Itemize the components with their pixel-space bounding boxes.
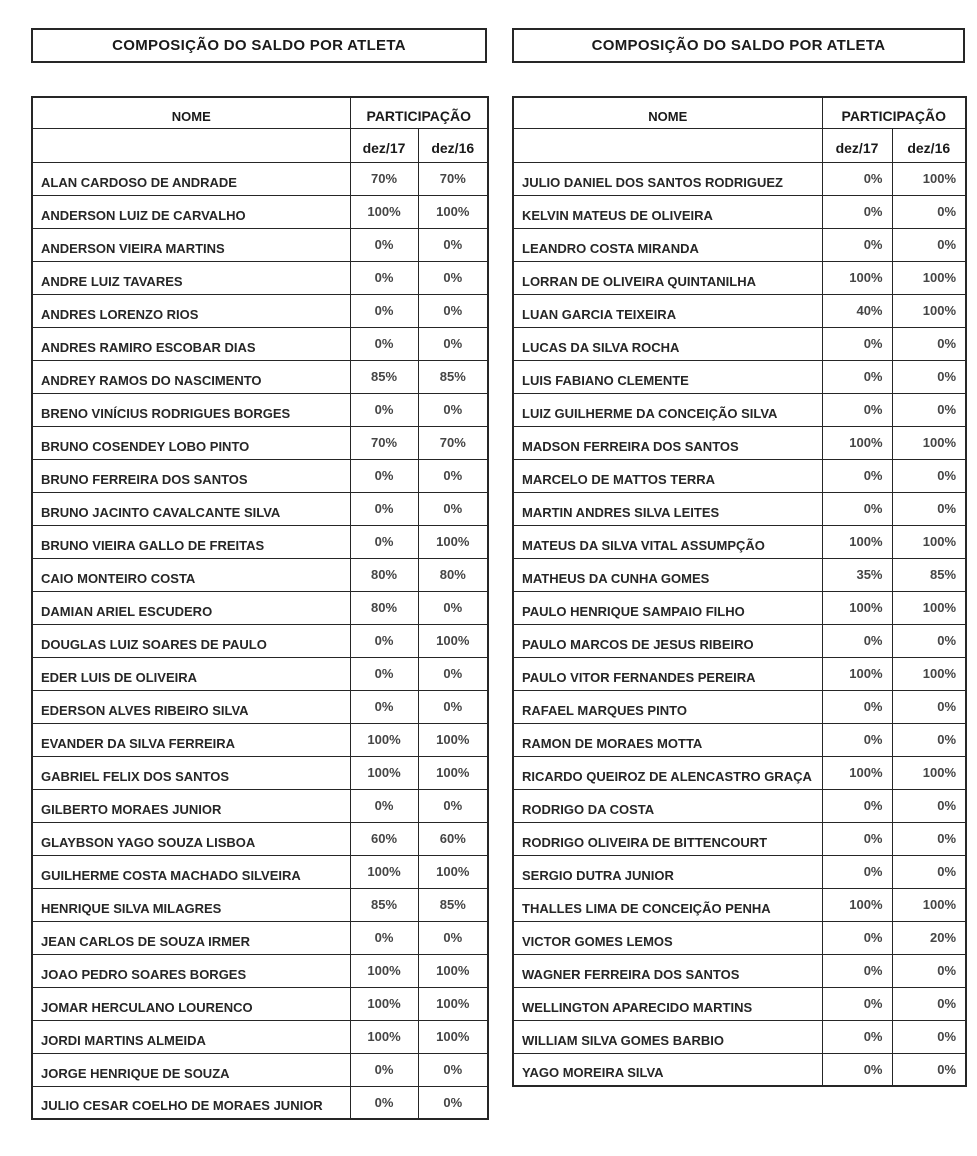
athlete-name: EDER LUIS DE OLIVEIRA (32, 657, 350, 690)
table-row (32, 162, 488, 195)
participation-dez16: 0% (418, 1053, 488, 1086)
athlete-name: RODRIGO DA COSTA (513, 789, 822, 822)
table-row (513, 591, 966, 624)
participation-dez17: 0% (350, 657, 418, 690)
left-column-header-nome: NOME (32, 97, 350, 128)
participation-dez17: 0% (822, 327, 892, 360)
athlete-name: JORDI MARTINS ALMEIDA (32, 1020, 350, 1053)
participation-dez17: 70% (350, 426, 418, 459)
table-row (32, 492, 488, 525)
table-row (32, 921, 488, 954)
participation-dez17: 0% (822, 624, 892, 657)
athlete-name: LUIS FABIANO CLEMENTE (513, 360, 822, 393)
participation-dez16: 0% (892, 822, 966, 855)
left-column-header-dez17: dez/17 (350, 128, 418, 162)
table-row (513, 261, 966, 294)
athlete-name: ANDERSON VIEIRA MARTINS (32, 228, 350, 261)
athlete-name: WAGNER FERREIRA DOS SANTOS (513, 954, 822, 987)
athlete-name: DOUGLAS LUIZ SOARES DE PAULO (32, 624, 350, 657)
participation-dez16: 0% (892, 1020, 966, 1053)
athlete-name: WELLINGTON APARECIDO MARTINS (513, 987, 822, 1020)
participation-dez17: 100% (350, 723, 418, 756)
participation-dez16: 0% (418, 261, 488, 294)
participation-dez16: 100% (892, 591, 966, 624)
participation-dez16: 0% (418, 492, 488, 525)
right-table-title: COMPOSIÇÃO DO SALDO POR ATLETA (512, 28, 965, 63)
athlete-name: JULIO DANIEL DOS SANTOS RODRIGUEZ (513, 162, 822, 195)
table-row (513, 228, 966, 261)
participation-dez16: 85% (418, 360, 488, 393)
participation-dez16: 0% (892, 624, 966, 657)
athlete-name: MADSON FERREIRA DOS SANTOS (513, 426, 822, 459)
athlete-name: JEAN CARLOS DE SOUZA IRMER (32, 921, 350, 954)
athlete-name: ANDRES LORENZO RIOS (32, 294, 350, 327)
athlete-name: ANDRE LUIZ TAVARES (32, 261, 350, 294)
participation-dez16: 100% (892, 888, 966, 921)
right-column-header-dez17: dez/17 (822, 128, 892, 162)
participation-dez17: 0% (822, 459, 892, 492)
athlete-name: DAMIAN ARIEL ESCUDERO (32, 591, 350, 624)
athlete-name: EVANDER DA SILVA FERREIRA (32, 723, 350, 756)
table-row (513, 459, 966, 492)
participation-dez17: 0% (350, 921, 418, 954)
athlete-name: PAULO MARCOS DE JESUS RIBEIRO (513, 624, 822, 657)
athlete-name: VICTOR GOMES LEMOS (513, 921, 822, 954)
participation-dez16: 0% (418, 393, 488, 426)
table-row (513, 525, 966, 558)
participation-dez17: 0% (350, 1053, 418, 1086)
participation-dez16: 100% (892, 426, 966, 459)
athlete-name: ANDERSON LUIZ DE CARVALHO (32, 195, 350, 228)
athlete-name: PAULO HENRIQUE SAMPAIO FILHO (513, 591, 822, 624)
table-row (513, 822, 966, 855)
athlete-name: BRUNO VIEIRA GALLO DE FREITAS (32, 525, 350, 558)
left-table-body (32, 162, 488, 1119)
table-row (32, 228, 488, 261)
left-column-header-participacao: PARTICIPAÇÃO (350, 97, 488, 128)
athlete-name: RAFAEL MARQUES PINTO (513, 690, 822, 723)
athlete-name: THALLES LIMA DE CONCEIÇÃO PENHA (513, 888, 822, 921)
participation-dez16: 80% (418, 558, 488, 591)
table-row (32, 393, 488, 426)
table-row (513, 690, 966, 723)
table-row (32, 558, 488, 591)
participation-dez16: 100% (892, 525, 966, 558)
table-row (513, 723, 966, 756)
participation-dez17: 0% (822, 987, 892, 1020)
participation-dez17: 100% (822, 888, 892, 921)
right-column-header-participacao: PARTICIPAÇÃO (822, 97, 966, 128)
participation-dez16: 0% (892, 690, 966, 723)
athlete-name: JOMAR HERCULANO LOURENCO (32, 987, 350, 1020)
athlete-name: PAULO VITOR FERNANDES PEREIRA (513, 657, 822, 690)
participation-dez17: 0% (822, 822, 892, 855)
participation-dez17: 0% (822, 954, 892, 987)
right-panel (512, 28, 965, 1120)
athlete-name: YAGO MOREIRA SILVA (513, 1053, 822, 1086)
table-row (513, 426, 966, 459)
participation-dez16: 0% (892, 228, 966, 261)
participation-dez17: 0% (822, 1020, 892, 1053)
participation-dez17: 0% (350, 294, 418, 327)
participation-dez16: 70% (418, 426, 488, 459)
right-column-header-dez16: dez/16 (892, 128, 966, 162)
participation-dez16: 0% (418, 591, 488, 624)
participation-dez17: 80% (350, 591, 418, 624)
table-row (513, 624, 966, 657)
participation-dez16: 100% (418, 624, 488, 657)
participation-dez16: 100% (892, 162, 966, 195)
table-row (513, 756, 966, 789)
left-panel (31, 28, 487, 1120)
left-table (31, 96, 489, 1120)
participation-dez16: 70% (418, 162, 488, 195)
participation-dez17: 0% (350, 492, 418, 525)
participation-dez17: 100% (350, 195, 418, 228)
athlete-name: LORRAN DE OLIVEIRA QUINTANILHA (513, 261, 822, 294)
table-row (513, 855, 966, 888)
athlete-name: GLAYBSON YAGO SOUZA LISBOA (32, 822, 350, 855)
table-row (32, 360, 488, 393)
table-row (32, 327, 488, 360)
table-row (32, 1086, 488, 1119)
left-column-header-dez16: dez/16 (418, 128, 488, 162)
athlete-name: BRUNO JACINTO CAVALCANTE SILVA (32, 492, 350, 525)
table-row (32, 426, 488, 459)
athlete-name: RODRIGO OLIVEIRA DE BITTENCOURT (513, 822, 822, 855)
participation-dez16: 100% (892, 756, 966, 789)
athlete-name: GABRIEL FELIX DOS SANTOS (32, 756, 350, 789)
right-header-row (513, 97, 966, 128)
participation-dez16: 0% (892, 723, 966, 756)
table-row (32, 888, 488, 921)
table-row (513, 393, 966, 426)
participation-dez16: 0% (418, 228, 488, 261)
table-row (32, 195, 488, 228)
participation-dez16: 100% (892, 261, 966, 294)
participation-dez17: 0% (822, 162, 892, 195)
participation-dez16: 85% (892, 558, 966, 591)
participation-dez16: 0% (892, 987, 966, 1020)
participation-dez16: 100% (418, 954, 488, 987)
participation-dez16: 100% (418, 1020, 488, 1053)
participation-dez17: 0% (822, 393, 892, 426)
table-row (32, 294, 488, 327)
athlete-name: GILBERTO MORAES JUNIOR (32, 789, 350, 822)
participation-dez17: 100% (350, 1020, 418, 1053)
participation-dez16: 85% (418, 888, 488, 921)
participation-dez17: 85% (350, 888, 418, 921)
table-row (32, 690, 488, 723)
participation-dez16: 0% (418, 1086, 488, 1119)
participation-dez17: 0% (350, 525, 418, 558)
participation-dez16: 100% (892, 657, 966, 690)
participation-dez16: 0% (892, 954, 966, 987)
participation-dez16: 0% (892, 327, 966, 360)
athlete-name: BRUNO COSENDEY LOBO PINTO (32, 426, 350, 459)
participation-dez17: 100% (350, 987, 418, 1020)
athlete-name: JOAO PEDRO SOARES BORGES (32, 954, 350, 987)
athlete-name: JULIO CESAR COELHO DE MORAES JUNIOR (32, 1086, 350, 1119)
participation-dez17: 100% (822, 591, 892, 624)
table-row (32, 822, 488, 855)
athlete-name: WILLIAM SILVA GOMES BARBIO (513, 1020, 822, 1053)
table-row (32, 1053, 488, 1086)
table-row (32, 261, 488, 294)
table-row (32, 954, 488, 987)
participation-dez17: 100% (822, 756, 892, 789)
table-row (32, 756, 488, 789)
athlete-name: RICARDO QUEIROZ DE ALENCASTRO GRAÇA (513, 756, 822, 789)
table-row (513, 294, 966, 327)
athlete-name: BRENO VINÍCIUS RODRIGUES BORGES (32, 393, 350, 426)
participation-dez17: 0% (350, 789, 418, 822)
table-row (513, 888, 966, 921)
table-row (32, 525, 488, 558)
participation-dez16: 100% (418, 855, 488, 888)
left-table-title: COMPOSIÇÃO DO SALDO POR ATLETA (31, 28, 487, 63)
participation-dez17: 80% (350, 558, 418, 591)
participation-dez17: 0% (822, 855, 892, 888)
participation-dez16: 100% (418, 525, 488, 558)
right-subheader-row (513, 128, 966, 162)
participation-dez16: 100% (418, 756, 488, 789)
table-row (513, 558, 966, 591)
participation-dez17: 60% (350, 822, 418, 855)
athlete-name: JORGE HENRIQUE DE SOUZA (32, 1053, 350, 1086)
left-subheader-empty-cell (32, 128, 350, 162)
participation-dez17: 0% (350, 690, 418, 723)
participation-dez16: 60% (418, 822, 488, 855)
participation-dez16: 100% (418, 195, 488, 228)
participation-dez17: 100% (350, 855, 418, 888)
left-subheader-row (32, 128, 488, 162)
table-row (32, 723, 488, 756)
participation-dez17: 0% (822, 195, 892, 228)
athlete-name: MARCELO DE MATTOS TERRA (513, 459, 822, 492)
table-row (513, 195, 966, 228)
participation-dez16: 0% (418, 690, 488, 723)
participation-dez17: 0% (822, 1053, 892, 1086)
participation-dez17: 0% (350, 1086, 418, 1119)
table-row (513, 987, 966, 1020)
table-row (513, 657, 966, 690)
participation-dez17: 100% (822, 525, 892, 558)
participation-dez17: 0% (822, 690, 892, 723)
participation-dez16: 0% (418, 789, 488, 822)
participation-dez17: 0% (350, 393, 418, 426)
table-row (513, 360, 966, 393)
table-row (513, 789, 966, 822)
participation-dez17: 0% (822, 921, 892, 954)
participation-dez16: 100% (418, 723, 488, 756)
athlete-name: ALAN CARDOSO DE ANDRADE (32, 162, 350, 195)
athlete-name: MARTIN ANDRES SILVA LEITES (513, 492, 822, 525)
right-column-header-nome: NOME (513, 97, 822, 128)
participation-dez17: 0% (350, 327, 418, 360)
athlete-name: ANDRES RAMIRO ESCOBAR DIAS (32, 327, 350, 360)
participation-dez17: 85% (350, 360, 418, 393)
participation-dez17: 100% (350, 756, 418, 789)
table-row (513, 327, 966, 360)
athlete-name: LUIZ GUILHERME DA CONCEIÇÃO SILVA (513, 393, 822, 426)
table-row (513, 1053, 966, 1086)
athlete-name: LUAN GARCIA TEIXEIRA (513, 294, 822, 327)
participation-dez17: 100% (350, 954, 418, 987)
athlete-name: ANDREY RAMOS DO NASCIMENTO (32, 360, 350, 393)
participation-dez17: 0% (822, 723, 892, 756)
participation-dez16: 0% (892, 1053, 966, 1086)
participation-dez17: 0% (350, 261, 418, 294)
athlete-name: LUCAS DA SILVA ROCHA (513, 327, 822, 360)
right-subheader-empty-cell (513, 128, 822, 162)
participation-dez17: 70% (350, 162, 418, 195)
athlete-name: RAMON DE MORAES MOTTA (513, 723, 822, 756)
participation-dez16: 0% (892, 855, 966, 888)
table-row (32, 789, 488, 822)
participation-dez16: 0% (892, 789, 966, 822)
participation-dez17: 0% (350, 459, 418, 492)
table-row (32, 987, 488, 1020)
participation-dez16: 0% (892, 360, 966, 393)
athlete-name: SERGIO DUTRA JUNIOR (513, 855, 822, 888)
participation-dez17: 0% (350, 624, 418, 657)
participation-dez17: 0% (822, 492, 892, 525)
participation-dez16: 0% (418, 657, 488, 690)
table-row (32, 1020, 488, 1053)
participation-dez17: 0% (822, 360, 892, 393)
athlete-name: LEANDRO COSTA MIRANDA (513, 228, 822, 261)
athlete-name: GUILHERME COSTA MACHADO SILVEIRA (32, 855, 350, 888)
participation-dez17: 0% (822, 789, 892, 822)
right-table-body (513, 162, 966, 1086)
athlete-name: EDERSON ALVES RIBEIRO SILVA (32, 690, 350, 723)
table-row (32, 855, 488, 888)
participation-dez16: 0% (892, 459, 966, 492)
participation-dez17: 100% (822, 657, 892, 690)
athlete-name: KELVIN MATEUS DE OLIVEIRA (513, 195, 822, 228)
participation-dez17: 40% (822, 294, 892, 327)
participation-dez16: 100% (418, 987, 488, 1020)
table-row (513, 492, 966, 525)
participation-dez16: 0% (418, 921, 488, 954)
participation-dez17: 0% (350, 228, 418, 261)
table-row (513, 162, 966, 195)
participation-dez17: 100% (822, 426, 892, 459)
athlete-name: CAIO MONTEIRO COSTA (32, 558, 350, 591)
right-table (512, 96, 967, 1087)
participation-dez16: 0% (892, 492, 966, 525)
participation-dez16: 0% (892, 393, 966, 426)
participation-dez17: 0% (822, 228, 892, 261)
table-row (513, 921, 966, 954)
table-row (32, 459, 488, 492)
participation-dez16: 20% (892, 921, 966, 954)
participation-dez17: 100% (822, 261, 892, 294)
table-row (32, 624, 488, 657)
participation-dez16: 100% (892, 294, 966, 327)
participation-dez16: 0% (418, 327, 488, 360)
table-row (513, 954, 966, 987)
table-row (32, 591, 488, 624)
athlete-name: MATEUS DA SILVA VITAL ASSUMPÇÃO (513, 525, 822, 558)
athlete-name: BRUNO FERREIRA DOS SANTOS (32, 459, 350, 492)
participation-dez16: 0% (418, 294, 488, 327)
athlete-name: MATHEUS DA CUNHA GOMES (513, 558, 822, 591)
participation-dez17: 35% (822, 558, 892, 591)
left-header-row (32, 97, 488, 128)
participation-dez16: 0% (892, 195, 966, 228)
table-row (513, 1020, 966, 1053)
athlete-name: HENRIQUE SILVA MILAGRES (32, 888, 350, 921)
participation-dez16: 0% (418, 459, 488, 492)
table-row (32, 657, 488, 690)
